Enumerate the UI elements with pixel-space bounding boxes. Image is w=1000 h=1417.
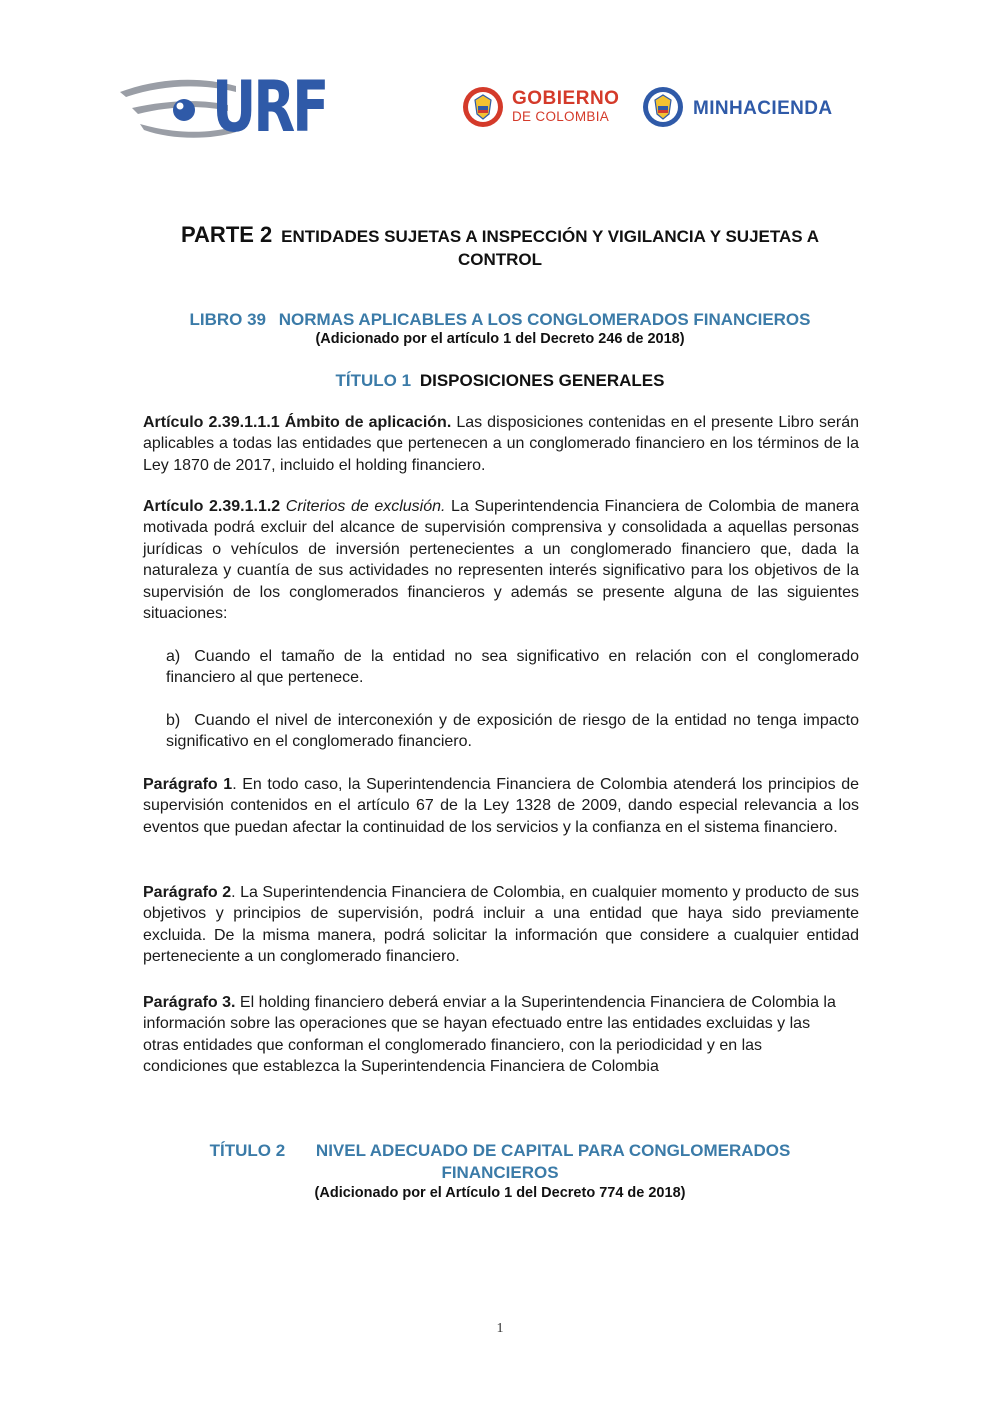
urf-logo-text: URF (212, 66, 327, 148)
list-item-mark: a) (166, 648, 181, 665)
titulo1-heading (100, 370, 900, 392)
libro-heading (100, 310, 900, 349)
articulo2-subheading: Criterios de exclusión. (285, 498, 446, 515)
gobierno-line2: DE COLOMBIA (512, 109, 610, 124)
libro-label: LIBRO 39 (189, 310, 267, 329)
list-item-text: Cuando el nivel de interconexión y de exposición de riesgo de la entidad no tenga impacto significativo en el conglomerado financiero. (166, 712, 859, 751)
titulo2-title-line1: NIVEL ADECUADO DE CAPITAL PARA CONGLOMERADOS (315, 1141, 791, 1160)
paragrafo1-heading: Parágrafo 1 (143, 776, 233, 793)
paragrafo3-heading: Parágrafo 3. (143, 994, 236, 1011)
titulo1-title: DISPOSICIONES GENERALES (419, 371, 665, 390)
parte-title-line2: CONTROL (457, 250, 543, 269)
articulo1-heading: Artículo 2.39.1.1.1 Ámbito de aplicación. (143, 414, 452, 431)
paragrafo1-text: . En todo caso, la Superintendencia Financiera de Colombia atenderá los principios de supervisión contenidos en el artículo 67 de la Ley 1328 de 2009, dando especial relevancia a los eventos que puedan afectar la continuidad de los servicios y la confianza en el sistema financiero. (143, 776, 859, 836)
parte-title-line1: ENTIDADES SUJETAS A INSPECCIÓN Y VIGILANCIA Y SUJETAS A (281, 227, 819, 246)
paragrafo2-heading: Parágrafo 2 (143, 884, 232, 901)
articulo1-text: Las disposiciones contenidas en el presente Libro serán aplicables a todas las entidades que pertenecen a un conglomerado financiero en los términos de la Ley 1870 de 2017, incluido el holding financiero. (143, 414, 860, 474)
parte-heading (110, 224, 890, 272)
articulo2-heading: Artículo 2.39.1.1.2 (143, 498, 281, 515)
libro-title: NORMAS APLICABLES A LOS CONGLOMERADOS FINANCIEROS (278, 310, 811, 329)
paragrafo-3 (143, 992, 848, 1078)
paragrafo-1 (143, 774, 859, 838)
list-item (166, 710, 859, 753)
titulo2-heading (100, 1140, 900, 1203)
gobierno-de-colombia-logo (512, 89, 619, 124)
list-item-text: Cuando el tamaño de la entidad no sea significativo en relación con el conglomerado financiero al que pertenece. (166, 648, 859, 687)
minhacienda-logo-text: MINHACIENDA (693, 98, 833, 119)
paragrafo-2 (143, 882, 859, 968)
titulo2-title-line2: FINANCIEROS (441, 1163, 559, 1182)
titulo2-label: TÍTULO 2 (209, 1141, 286, 1160)
paragrafo3-text: El holding financiero deberá enviar a la Superintendencia Financiera de Colombia la información sobre las operaciones que se hayan efectuado entre las entidades excluidas y las otras entidades que conforman el conglomerado financiero, con la periodicidad y en las condiciones que establezca la Superintendencia Financiera de Colombia (143, 994, 836, 1076)
articulo-2-39-1-1-1 (143, 412, 859, 476)
page-number: 1 (496, 1321, 504, 1336)
articulo-2-39-1-1-2 (143, 496, 859, 624)
libro-note: (Adicionado por el artículo 1 del Decreto 246 de 2018) (315, 331, 685, 347)
minhacienda-seal-icon (642, 86, 684, 128)
list-item (166, 646, 859, 689)
gobierno-line1: GOBIERNO (512, 88, 620, 109)
colombia-seal-icon (462, 86, 504, 128)
articulo2-text: La Superintendencia Financiera de Colombia de manera motivada podrá excluir del alcance de supervisión comprensiva y consolidada a aquellas personas jurídicas o vehículos de inversión pertenecientes a un conglomerado financiero que, dada la naturaleza y cuantía de sus actividades no representen interés significativo para los objetivos de la supervisión de los conglomerados financieros y además se presente alguna de las siguientes situaciones: (143, 498, 859, 623)
parte-label: PARTE 2 (181, 222, 273, 247)
titulo1-label: TÍTULO 1 (335, 371, 412, 390)
titulo2-note: (Adicionado por el Artículo 1 del Decreto 774 de 2018) (314, 1185, 686, 1201)
paragrafo2-text: . La Superintendencia Financiera de Colombia, en cualquier momento y producto de sus objetivos y principios de supervisión, podrá incluir a una entidad que haya sido previamente excluida. De la misma manera, podrá solicitar la información que considere a cualquier entidad perteneciente a un conglomerado financiero. (143, 884, 859, 966)
list-item-mark: b) (166, 712, 181, 729)
